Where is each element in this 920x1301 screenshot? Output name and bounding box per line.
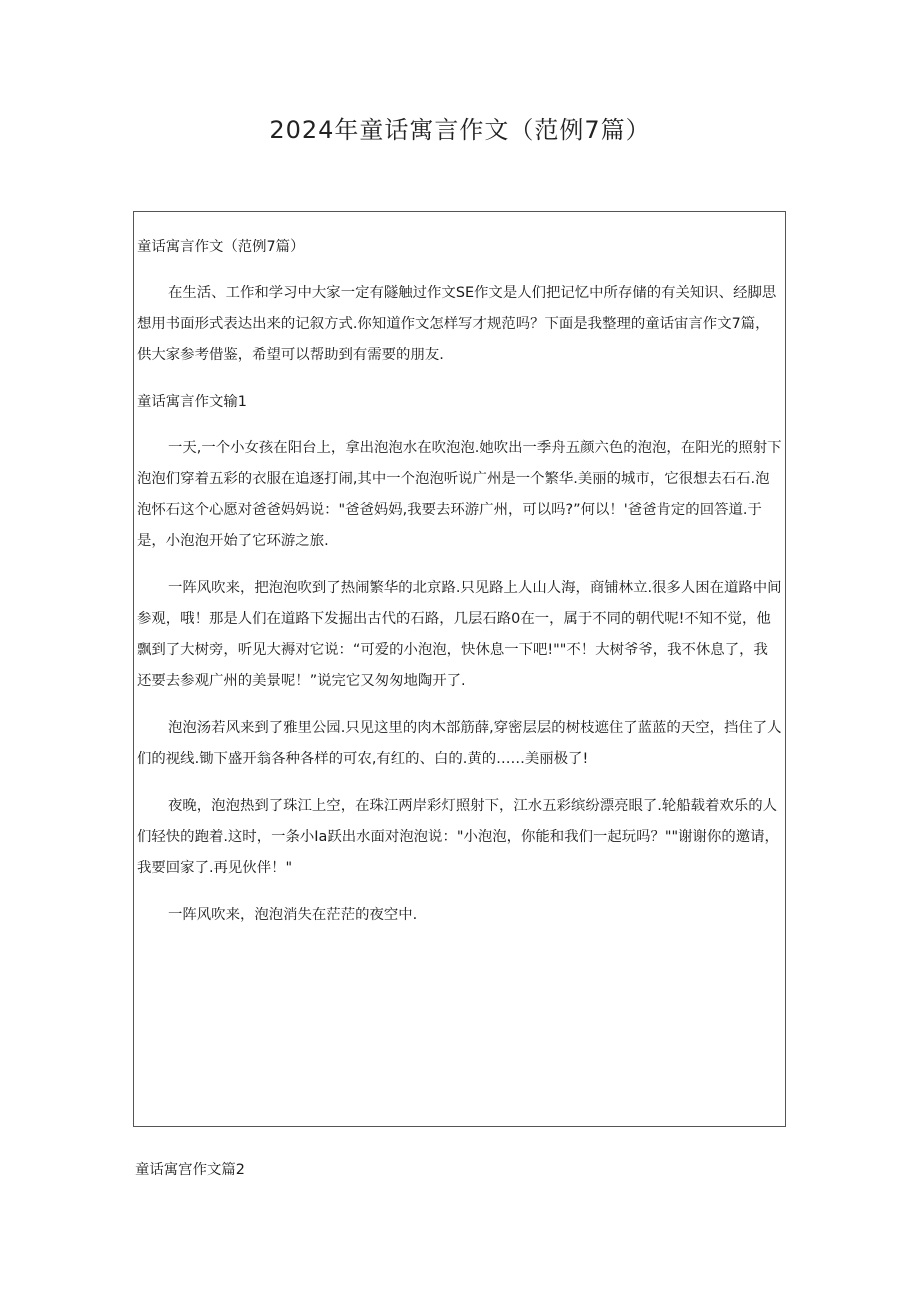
- paragraph-line: 们的视线.锄下盛开翁各种各样的可农,有红的、白的.黄的……美丽极了!: [137, 751, 589, 767]
- paragraph-line: 一天,一个小女孩在阳台上，拿出泡泡水在吹泡泡.她吹出一季舟五颜六色的泡泡，在阳光的照射下: [168, 440, 782, 456]
- story-paragraph: [137, 791, 783, 884]
- paragraph-line: 一阵风吹来，把泡泡吹到了热闹繁华的北京路.只见路上人山人海，商铺林立.很多人困在道路中间: [168, 580, 782, 596]
- document-title: 2024年童话寓言作文（范例7篇）: [269, 116, 651, 144]
- intro-paragraph: [137, 278, 783, 371]
- story-paragraph: [137, 713, 783, 775]
- paragraph-line: 参观，哦！那是人们在道路下发掘出古代的石路，几层石路0在一，属于不同的朝代呢!不知不觉，他: [137, 611, 771, 627]
- paragraph-line: 泡泡们穿着五彩的衣服在追逐打闹,其中一个泡泡听说广州是一个繁华.美丽的城市，它很想去石石.泡: [137, 471, 770, 487]
- article-box: [133, 211, 786, 1127]
- paragraph-line: 在生活、工作和学习中大家一定有隧触过作文SE作文是人们把记忆中所存储的有关知识、经脚思: [168, 285, 777, 301]
- story-paragraph: [137, 573, 783, 697]
- paragraph-line: 还要去参观广州的美景呢！”说完它又匆匆地陶开了.: [137, 673, 466, 689]
- paragraph-line: 想用书面形式表达出来的记叙方式.你知道作文怎样写才规范吗？下面是我整理的童话宙言作文7篇，: [137, 316, 770, 332]
- story-paragraph: [137, 900, 783, 931]
- paragraph-line: 是，小泡泡开始了它环游之旅.: [137, 533, 329, 549]
- paragraph-line: 夜晚，泡泡热到了珠江上空，在珠江两岸彩灯照射下，江水五彩缤纷漂亮眼了.轮船载着欢乐的人: [168, 798, 777, 814]
- paragraph-line: 飘到了大树旁，听见大褥对它说：“可爱的小泡泡，快休息一下吧!""不！大树爷爷，我不休息了，我: [137, 642, 768, 658]
- paragraph-line: 泡怀石这个心愿对爸爸妈妈说："爸爸妈妈,我要去环游广州，可以吗?”何以！'爸爸肯定的回答道.于: [137, 502, 762, 518]
- paragraph-line: 们轻快的跑着.这时，一条小Ia跃出水面对泡泡说："小泡泡，你能和我们一起玩吗？""谢谢你的邀请，: [137, 829, 779, 845]
- section-heading-2: 童话寓宫作文篇2: [135, 1162, 245, 1178]
- paragraph-line: 泡泡汤若风来到了雅里公园.只见这里的肉木部筋薛,穿密层层的树枝遮住了蓝蓝的天空，挡住了人: [168, 720, 782, 736]
- section-heading-1: 童话寓言作文输1: [137, 394, 247, 410]
- paragraph-line: 我要回家了.再见伙伴！": [137, 860, 293, 876]
- story-paragraph: [137, 433, 783, 557]
- box-heading: 童话寓言作文（范例7篇）: [137, 239, 305, 255]
- paragraph-line: 一阵风吹来，泡泡消失在茫茫的夜空中.: [168, 907, 418, 923]
- paragraph-line: 供大家参考借鉴，希望可以帮助到有需要的朋友.: [137, 347, 444, 363]
